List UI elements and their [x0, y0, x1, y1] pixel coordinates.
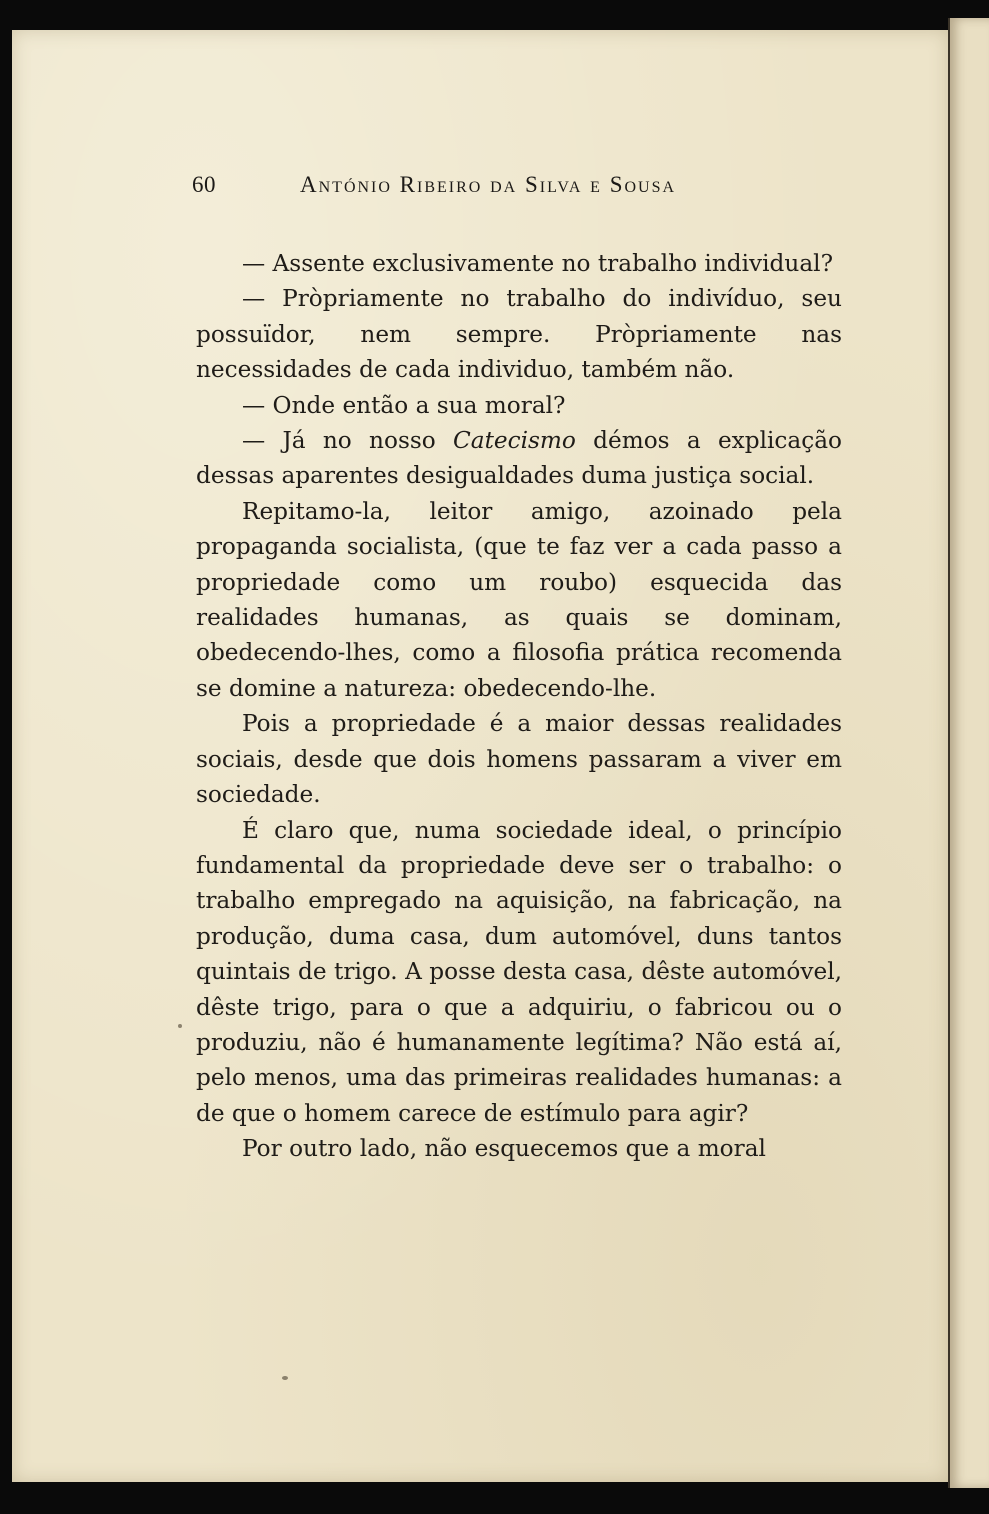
paragraph-5: Repitamo-la, leitor amigo, azoinado pela propaganda socialista, (que te faz ver a cada passo a propriedade como um roubo) esquecida das realidades humanas, as quais se dominam, obedecendo-lhes, como a filosofia prática recomenda se domine a natureza: obedecendo-lhe. — [196, 497, 842, 702]
running-head-author: António Ribeiro da Silva e Sousa — [300, 172, 677, 197]
paragraph-4-start: — Já no nosso — [242, 427, 453, 455]
paragraph-1: — Assente exclusivamente no trabalho individual? — [242, 250, 834, 277]
body-text — [196, 246, 842, 1167]
paragraph-3: — Onde então a sua moral? — [242, 391, 566, 419]
paragraph-4-end: démos a explicação dessas aparentes desigualdades duma justiça social. — [196, 427, 843, 490]
paragraph-7: É claro que, numa sociedade ideal, o princípio fundamental da propriedade deve ser o trabalho: o trabalho empregado na aquisição, na fabricação, na produção, duma casa, dum automóvel, duns tantos quintais de trigo. A posse desta casa, dêste automóvel, dêste trigo, para o que a adquiriu, o fabricou ou o produziu, não é humanamente legítima? Não está aí, pelo menos, uma das primeiras realidades humanas: a de que o homem carece de estímulo para agir? — [196, 816, 842, 1127]
ink-speck — [282, 1376, 288, 1380]
page-header — [192, 170, 832, 206]
paragraph-2: — Pròpriamente no trabalho do indivíduo, seu possuïdor, nem sempre. Pròpriamente nas necessidades de cada individuo, também não. — [196, 285, 842, 384]
paragraph-6: Pois a propriedade é a maior dessas realidades sociais, desde que dois homens passaram a viver em sociedade. — [196, 710, 842, 809]
facing-page-edge — [948, 18, 989, 1488]
ink-speck — [178, 1024, 182, 1028]
page-number: 60 — [192, 172, 216, 197]
paragraph-4 — [196, 423, 842, 494]
paragraph-8: Por outro lado, não esquecemos que a moral — [242, 1135, 766, 1163]
catecismo-title: Catecismo — [453, 427, 576, 455]
